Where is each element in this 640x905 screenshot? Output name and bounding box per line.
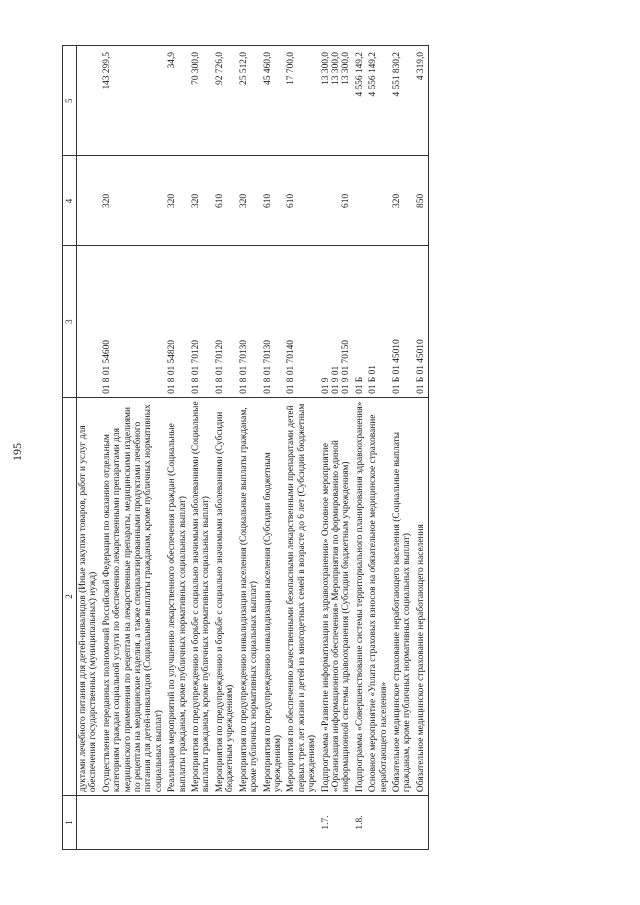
row-amount: 34,9 — [166, 46, 190, 156]
row-amount: 143 299,5 — [101, 46, 166, 156]
row-amount: 70 300,0 — [190, 46, 214, 156]
row-code: 01 8 01 70120 — [214, 246, 238, 398]
row-expense-type: 320 — [166, 156, 190, 246]
header-col-5: 5 — [63, 46, 77, 156]
row-number: 1.7. — [320, 796, 354, 850]
row-code: 01 8 01 70140 — [285, 246, 319, 398]
row-expense-type: 320 — [190, 156, 214, 246]
row-name: Мероприятия по предупреждению инвалидизации населения (Социальные выплаты гражданам, кроме публичных нормативных социальных выплат) — [238, 397, 262, 795]
row-name: Мероприятия по предупреждению и борьбе с социально значимыми заболеваниями (Социальные выплаты гражданам, кроме публичных нормативных социальных выплат) — [190, 397, 214, 795]
row-expense-type: 320 — [101, 156, 166, 246]
row-name: Подпрограмма «Развитие информатизации в здравоохранении» Основное мероприятие «Организация информационного обеспечения» Мероприятия по формированию единой информационной системы здравоохранения (Субсидии бюджетным учреждениям) — [320, 397, 354, 795]
row-expense-type: 320 — [391, 156, 415, 246]
row-name: Подпрограмма «Совершенствование системы территориального планирования здравоохранения» — [354, 397, 367, 795]
row-number — [166, 796, 190, 850]
table-row — [354, 46, 367, 850]
row-name: Обязательное медицинское страхование неработающего населения — [415, 397, 429, 795]
table-row — [285, 46, 319, 850]
row-amount: 92 726,0 — [214, 46, 238, 156]
row-number — [101, 796, 166, 850]
table-row — [391, 46, 415, 850]
table-row — [101, 46, 166, 850]
table-body — [77, 46, 429, 850]
row-code: 01 9 01 9 01 01 9 01 70150 — [320, 246, 354, 398]
row-number — [367, 796, 391, 850]
row-expense-type: 610 — [214, 156, 238, 246]
row-amount: 4 556 149,2 — [354, 46, 367, 156]
row-number — [415, 796, 429, 850]
table-row — [166, 46, 190, 850]
row-expense-type — [77, 156, 101, 246]
row-code: 01 Б — [354, 246, 367, 398]
row-amount — [77, 46, 101, 156]
row-expense-type: 850 — [415, 156, 429, 246]
row-code: 01 8 01 70130 — [238, 246, 262, 398]
row-code: 01 8 01 54820 — [166, 246, 190, 398]
row-amount: 45 460,0 — [262, 46, 286, 156]
row-name: дуктами лечебного питания для детей-инвалидов (Иные закупки товаров, работ и услуг для обеспечения государственных (муниципальных) нужд) — [77, 397, 101, 795]
table-row — [367, 46, 391, 850]
row-number — [238, 796, 262, 850]
row-amount: 13 300,0 13 300,0 13 300,0 — [320, 46, 354, 156]
header-col-3: 3 — [63, 246, 77, 398]
budget-table — [62, 45, 429, 850]
row-expense-type: 610 — [320, 156, 354, 246]
row-name: Мероприятия по предупреждению и борьбе с социально значимыми заболеваниями (Субсидии бюджетным учреждениям) — [214, 397, 238, 795]
row-code — [77, 246, 101, 398]
table-row — [238, 46, 262, 850]
table-row — [77, 46, 101, 850]
rotated-page-content — [62, 45, 582, 850]
header-col-4: 4 — [63, 156, 77, 246]
header-col-1: 1 — [63, 796, 77, 850]
row-name: Мероприятия по предупреждению инвалидизации населения (Субсидии бюджетным учреждениям) — [262, 397, 286, 795]
row-number — [214, 796, 238, 850]
row-amount: 17 700,0 — [285, 46, 319, 156]
table-header-row — [63, 46, 77, 850]
table-row — [262, 46, 286, 850]
row-number — [391, 796, 415, 850]
row-expense-type: 610 — [285, 156, 319, 246]
row-expense-type — [354, 156, 367, 246]
row-number: 1.8. — [354, 796, 367, 850]
row-number — [77, 796, 101, 850]
row-code: 01 Б 01 — [367, 246, 391, 398]
row-code: 01 8 01 54600 — [101, 246, 166, 398]
row-amount: 4 556 149,2 — [367, 46, 391, 156]
row-expense-type: 610 — [262, 156, 286, 246]
table-row — [320, 46, 354, 850]
row-amount: 25 512,0 — [238, 46, 262, 156]
row-code: 01 Б 01 45010 — [415, 246, 429, 398]
table-row — [190, 46, 214, 850]
row-name: Осуществление переданных полномочий Российской Федерации по оказанию отдельным категориям граждан социальной услуги по обеспечению лекарственными препаратами для медицинского применения по рецептам на лекарственные препараты, медицинскими изделиями по рецептам на медицинские изделия, а также специализированными продуктами лечебного питания для детей-инвалидов (Социальные выплаты гражданам, кроме публичных нормативных социальных выплат) — [101, 397, 166, 795]
row-number — [285, 796, 319, 850]
table-row — [214, 46, 238, 850]
row-number — [262, 796, 286, 850]
row-name: Мероприятия по обеспечению качественными безопасными лекарственными препаратами детей первых трех лет жизни и детей из многодетных семей в возрасте до 6 лет (Субсидии бюджетным учреждениям) — [285, 397, 319, 795]
page-number: 195 — [10, 443, 24, 461]
row-expense-type: 320 — [238, 156, 262, 246]
row-amount: 4 551 830,2 — [391, 46, 415, 156]
row-expense-type — [367, 156, 391, 246]
row-name: Основное мероприятие «Уплата страховых взносов на обязательное медицинское страхование неработающего населения» — [367, 397, 391, 795]
row-code: 01 8 01 70120 — [190, 246, 214, 398]
row-code: 01 Б 01 45010 — [391, 246, 415, 398]
row-amount: 4 319,0 — [415, 46, 429, 156]
table-row — [415, 46, 429, 850]
header-col-2: 2 — [63, 397, 77, 795]
row-name: Обязательное медицинское страхование неработающего населения (Социальные выплаты гражданам, кроме публичных нормативных социальных выплат) — [391, 397, 415, 795]
row-code: 01 8 01 70130 — [262, 246, 286, 398]
row-number — [190, 796, 214, 850]
row-name: Реализация мероприятий по улучшению лекарственного обеспечения граждан (Социальные выплаты гражданам, кроме публичных нормативных социальных выплат) — [166, 397, 190, 795]
